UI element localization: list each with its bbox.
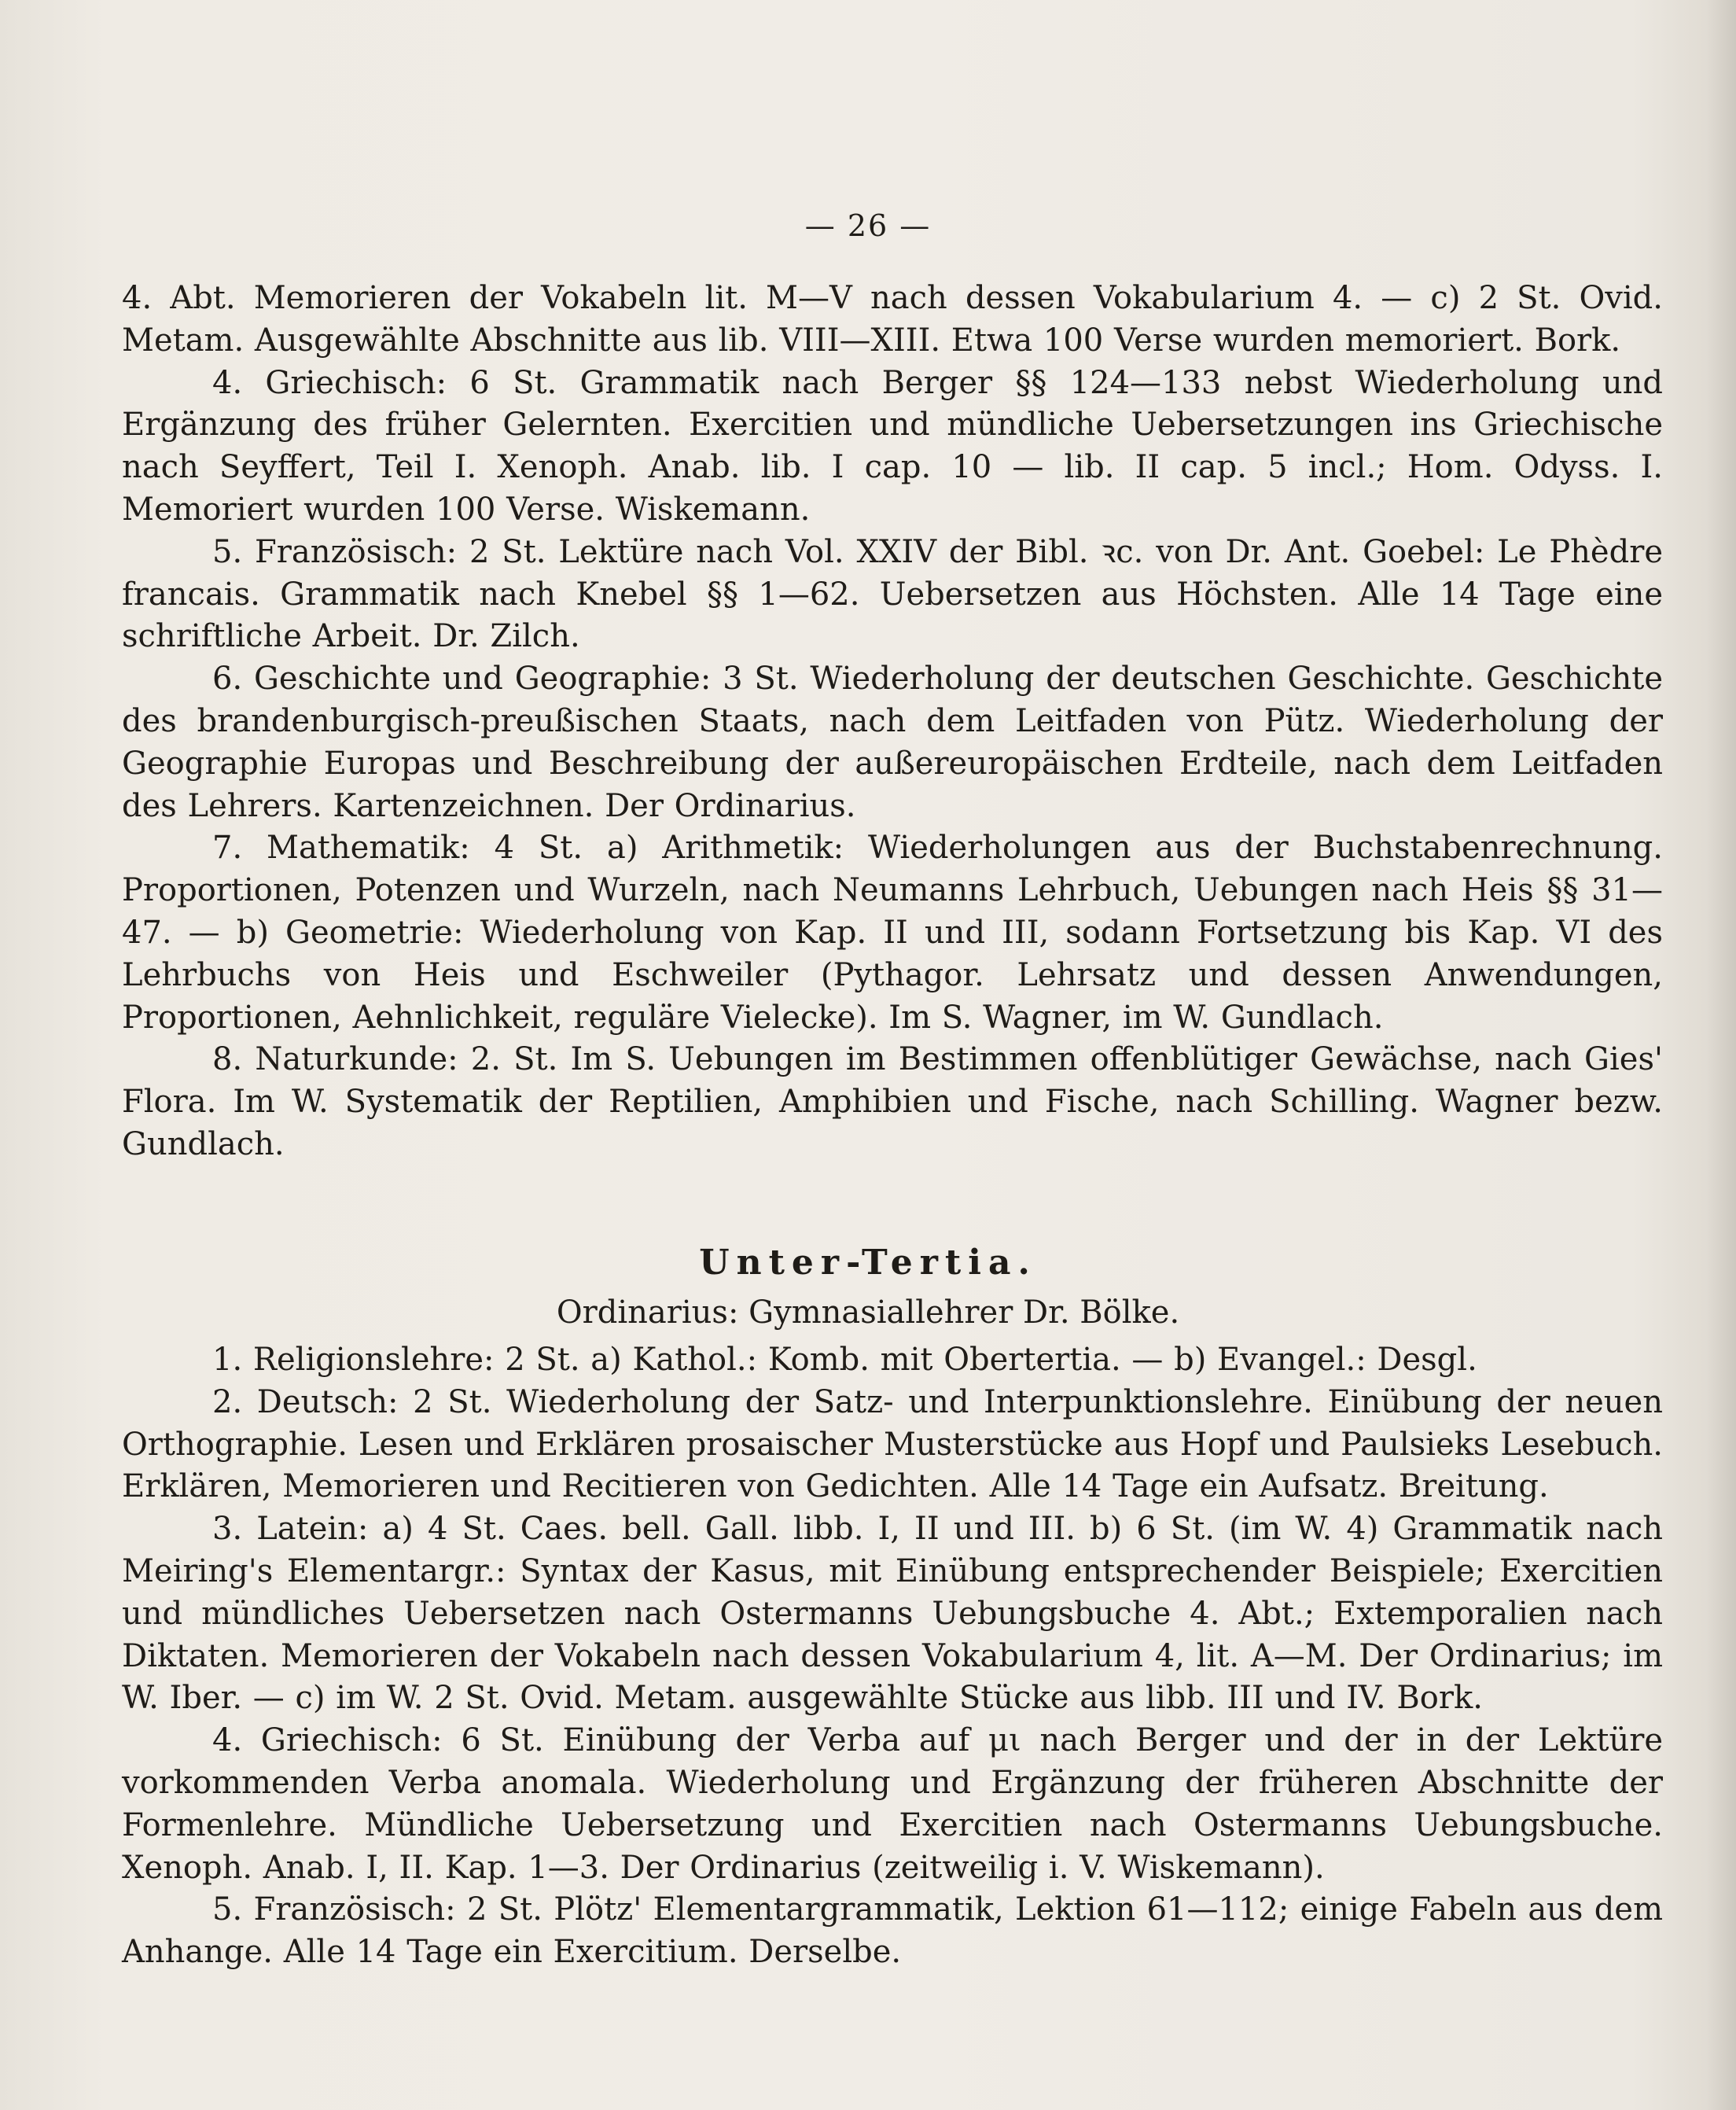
paragraph-franzoesisch: 5. Französisch: 2 St. Lektüre nach Vol. XXIV der Bibl. ꝛc. von Dr. Ant. Goebel: Le Phèdre francais. Grammatik nach Knebel §§ 1—62. Uebersetzen aus Höchsten. Alle 14 Tage eine schriftliche Arbeit. Dr. Zilch.	[122, 533, 1663, 655]
paragraph-deutsch: 2. Deutsch: 2 St. Wiederholung der Satz- und Interpunktionslehre. Einübung der neuen Orthographie. Lesen und Erklären prosaischer Musterstücke aus Hopf und Paulsieks Lesebuch. Erklären, Memorieren und Recitieren von Gedichten. Alle 14 Tage ein Aufsatz. Breitung.	[122, 1383, 1663, 1505]
paragraph-griechisch-unter-tertia: 4. Griechisch: 6 St. Einübung der Verba auf μι nach Berger und der in der Lektüre vorkommenden Verba anomala. Wiederholung und Ergänzung der früheren Abschnitte der Formenlehre. Mündliche Uebersetzung und Exercitien nach Ostermanns Uebungsbuche. Xenoph. Anab. I, II. Kap. 1—3. Der Ordinarius (zeitweilig i. V. Wiskemann).	[122, 1722, 1663, 1886]
page-edge-shadow	[1706, 0, 1736, 2110]
paragraph-religionslehre: 1. Religionslehre: 2 St. a) Kathol.: Komb. mit Obertertia. — b) Evangel.: Desgl.	[212, 1342, 1477, 1378]
paragraph-latin-continued: 4. Abt. Memorieren der Vokabeln lit. M—V nach dessen Vokabularium 4. — c) 2 St. Ovid. Metam. Ausgewählte Abschnitte aus lib. VIII—XIII. Etwa 100 Verse wurden memoriert. Bork.	[122, 280, 1663, 359]
section-title: Unter-Tertia.	[699, 1243, 1037, 1283]
paragraph-mathematik: 7. Mathematik: 4 St. a) Arithmetik: Wiederholungen aus der Buchstabenrechnung. Proportionen, Potenzen und Wurzeln, nach Neumanns Lehrbuch, Uebungen nach Heis §§ 31—47. — b) Geometrie: Wiederholung von Kap. II und III, sodann Fortsetzung bis Kap. VI des Lehrbuchs von Heis und Eschweiler (Pythagor. Lehrsatz und dessen Anwendungen, Proportionen, Aehnlichkeit, reguläre Vielecke). Im S. Wagner, im W. Gundlach.	[122, 830, 1663, 1036]
paragraph-naturkunde: 8. Naturkunde: 2. St. Im S. Uebungen im Bestimmen offenblütiger Gewächse, nach Gies' Flora. Im W. Systematik der Reptilien, Amphibien und Fische, nach Schilling. Wagner bezw. Gundlach.	[122, 1041, 1663, 1162]
page-number: — 26 —	[804, 208, 932, 243]
paragraph-geschichte: 6. Geschichte und Geographie: 3 St. Wiederholung der deutschen Geschichte. Geschichte des brandenburgisch-preußischen Staats, nach dem Leitfaden von Pütz. Wiederholung der Geographie Europas und Beschreibung der außereuropäischen Erdteile, nach dem Leitfaden des Lehrers. Kartenzeichnen. Der Ordinarius.	[122, 661, 1663, 824]
section-subtitle: Ordinarius: Gymnasiallehrer Dr. Bölke.	[556, 1294, 1180, 1331]
upper-section-text	[122, 278, 1663, 1166]
lower-section-text	[122, 1339, 1663, 1974]
paragraph-griechisch: 4. Griechisch: 6 St. Grammatik nach Berger §§ 124—133 nebst Wiederholung und Ergänzung des früher Gelernten. Exercitien und mündliche Uebersetzungen ins Griechische nach Seyffert, Teil I. Xenoph. Anab. lib. I cap. 10 — lib. II cap. 5 incl.; Hom. Odyss. I. Memoriert wurden 100 Verse. Wiskemann.	[122, 364, 1663, 528]
paragraph-franzoesisch-unter-tertia: 5. Französisch: 2 St. Plötz' Elementargrammatik, Lektion 61—112; einige Fabeln aus dem Anhange. Alle 14 Tage ein Exercitium. Derselbe.	[122, 1891, 1663, 1971]
paragraph-latein: 3. Latein: a) 4 St. Caes. bell. Gall. libb. I, II und III. b) 6 St. (im W. 4) Grammatik nach Meiring's Elementargr.: Syntax der Kasus, mit Einübung entsprechender Beispiele; Exercitien und mündliches Uebersetzen nach Ostermanns Uebungsbuche 4. Abt.; Extemporalien nach Diktaten. Memorieren der Vokabeln nach dessen Vokabularium 4, lit. A—M. Der Ordinarius; im W. Iber. — c) im W. 2 St. Ovid. Metam. ausgewählte Stücke aus libb. III und IV. Bork.	[122, 1511, 1663, 1717]
